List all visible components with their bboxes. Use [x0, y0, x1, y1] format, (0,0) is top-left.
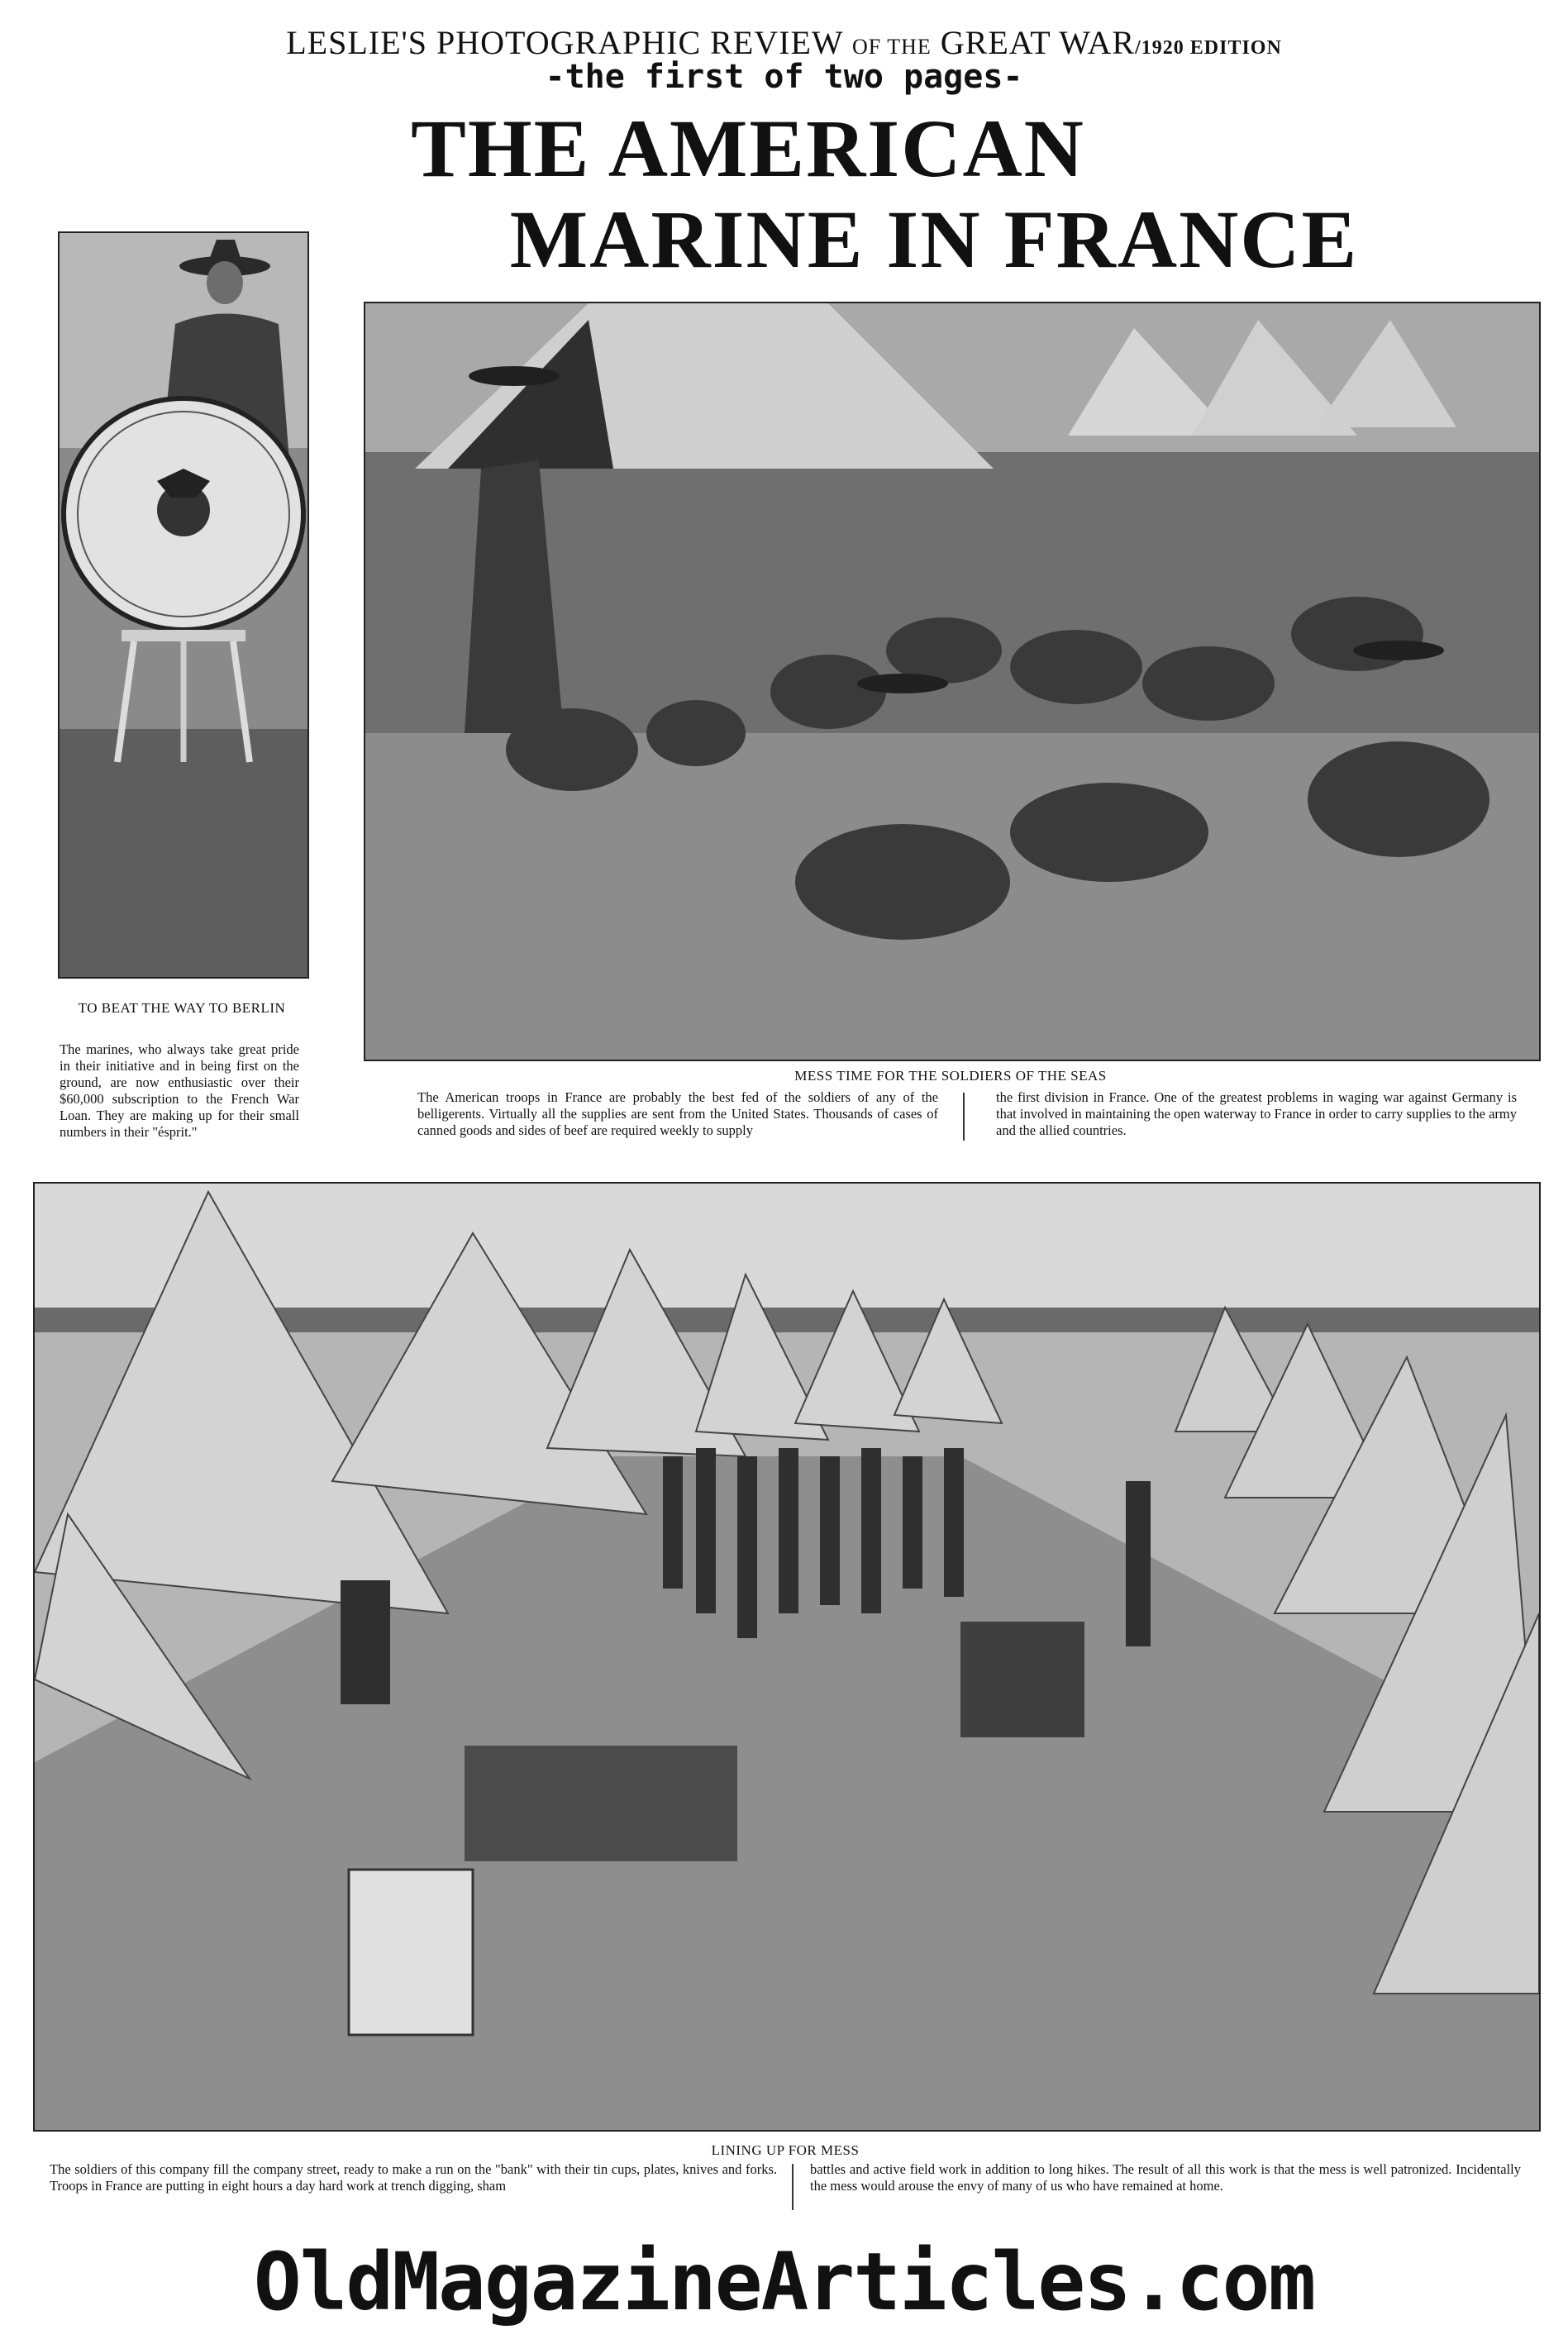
masthead-war: GREAT WAR [940, 24, 1136, 61]
lining-up-caption-left: The soldiers of this company fill the company street, ready to make a run on the "bank" with their tin cups, plates, knives and forks. Troops in France are putting in eight hours a day hard work at trench digging, sham [50, 2161, 777, 2194]
drum-photo [58, 231, 309, 979]
lining-up-caption-title: LINING UP FOR MESS [711, 2142, 860, 2158]
mess-caption-left: The American troops in France are probably the best fed of the soldiers of any of the belligerents. Virtually all the supplies are sent from the United States. Thousands of cases of canned goods and sides of beef are required weekly to supply [417, 1089, 938, 1138]
page-title-line-2: MARINE IN FRANCE [509, 193, 1359, 285]
masthead-main: LESLIE'S PHOTOGRAPHIC REVIEW [286, 24, 843, 61]
masthead-of: OF THE [851, 35, 932, 59]
drum-photo-illustration [60, 233, 307, 977]
mess-caption-right: the first division in France. One of the greatest problems in waging war against Germany is that involved in maintaining the open waterway to France in order to carry supplies to the army and the allied countries. [996, 1089, 1517, 1138]
lining-up-photo [33, 1182, 1541, 2132]
masthead [0, 23, 1568, 62]
lining-up-caption-right: battles and active field work in addition to long hikes. The result of all this work is that the mess is well patronized. Incidentally the mess would arouse the envy of many of us who have remained at home. [810, 2161, 1521, 2194]
site-watermark: OldMagazineArticles.com [253, 2236, 1315, 2328]
drum-caption-text: The marines, who always take great pride in their initiative and in being first on the ground, are now enthusiastic over their $60,000 subscription to the French War Loan. They are making up for their small numbers in their "ésprit." [60, 1041, 299, 1140]
caption-divider [963, 1093, 965, 1141]
subhead: -the first of two pages- [545, 58, 1023, 96]
mess-photo-illustration [365, 303, 1539, 1060]
page-title-line-1: THE AMERICAN [411, 102, 1085, 194]
mess-caption-title: MESS TIME FOR THE SOLDIERS OF THE SEAS [794, 1068, 1107, 1084]
drum-caption-title: TO BEAT THE WAY TO BERLIN [78, 1000, 286, 1016]
masthead-edition: /1920 EDITION [1135, 37, 1282, 59]
mess-time-photo [364, 302, 1541, 1061]
lining-up-photo-illustration [35, 1184, 1539, 2130]
caption-divider [792, 2164, 794, 2210]
